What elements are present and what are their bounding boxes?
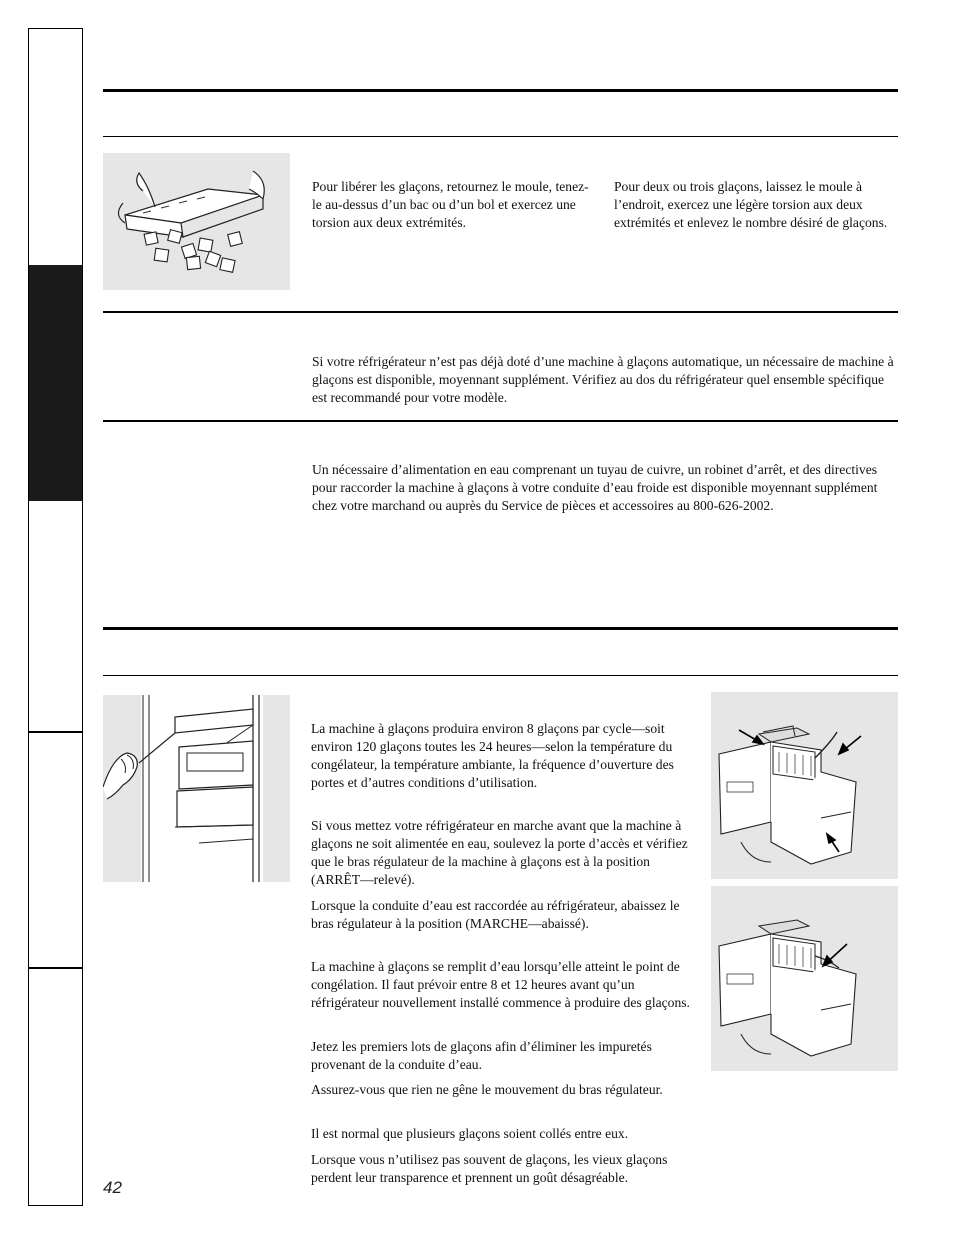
icemaker-arm-down-illustration — [711, 886, 898, 1071]
icemaker-paragraph-3: Lorsque la conduite d’eau est raccordée au réfrigérateur, abaissez le bras régulateur à la position (MARCHE—abaissé). — [311, 898, 680, 931]
sidebar-tab-4[interactable] — [29, 733, 82, 969]
sidebar-tab-2-active[interactable] — [29, 265, 82, 501]
section-rule-kit — [103, 311, 898, 313]
tray-release-text: Pour libérer les glaçons, retournez le moule, tenez-le au-dessus d’un bac ou d’un bol et exercez une torsion aux deux extrémités. — [312, 179, 589, 230]
sidebar-tab-1[interactable] — [29, 29, 82, 265]
icemaker-paragraph-5: Jetez les premiers lots de glaçons afin d’éliminer les impuretés provenant de la conduite d’eau. — [311, 1039, 652, 1072]
section-sidebar — [28, 28, 83, 1206]
icemaker-paragraph-8: Lorsque vous n’utilisez pas souvent de glaçons, les vieux glaçons perdent leur transparence et prennent un goût désagréable. — [311, 1152, 668, 1185]
icemaker-paragraph-4: La machine à glaçons se remplit d’eau lorsqu’elle atteint le point de congélation. Il faut prévoir entre 8 et 12 heures avant qu’un réfrigérateur nouvellement installé commence à produire des glaçons. — [311, 959, 690, 1010]
icemaker-paragraph-1: La machine à glaçons produira environ 8 glaçons par cycle—soit environ 120 glaçons toutes les 24 heures—selon la température du congélateur, la température ambiante, la fréquence d’ouverture des portes et d’autres conditions d’utilisation. — [311, 721, 674, 790]
section-rule-water — [103, 420, 898, 422]
section-rule-icemaker-heavy — [103, 627, 898, 630]
icemaker-arm-up-illustration — [711, 692, 898, 879]
section-rule-thin — [103, 136, 898, 137]
ice-tray-illustration — [103, 153, 290, 290]
tray-few-cubes-text: Pour deux ou trois glaçons, laissez le moule à l’endroit, exercez une légère torsion aux deux extrémités et enlevez le nombre désiré de glaçons. — [614, 179, 888, 230]
freezer-access-door-illustration — [103, 695, 290, 882]
sidebar-tab-5[interactable] — [29, 969, 82, 1205]
icemaker-paragraph-2: Si vous mettez votre réfrigérateur en marche avant que la machine à glaçons ne soit alimentée en eau, soulevez la porte d’accès et vérifiez que le bras régulateur de la machine à glaçons est à la position (ARRÊT—relevé). — [311, 818, 688, 887]
section-rule-icemaker-thin — [103, 675, 898, 676]
icemaker-paragraph-7: Il est normal que plusieurs glaçons soient collés entre eux. — [311, 1126, 629, 1141]
sidebar-tab-3[interactable] — [29, 501, 82, 733]
icemaker-kit-text: Si votre réfrigérateur n’est pas déjà doté d’une machine à glaçons automatique, un nécessaire de machine à glaçons est disponible, moyennant supplément. Vérifiez au dos du réfrigérateur quel ensemble spécifique est recommandé pour votre modèle. — [312, 354, 894, 405]
page-number: 42 — [103, 1178, 122, 1197]
icemaker-paragraph-6: Assurez-vous que rien ne gêne le mouvement du bras régulateur. — [311, 1082, 663, 1097]
water-supply-kit-text: Un nécessaire d’alimentation en eau comprenant un tuyau de cuivre, un robinet d’arrêt, et des directives pour raccorder la machine à glaçons à votre conduite d’eau froide est disponible moyennant supplément chez votre marchand ou auprès du Service de pièces et accessoires au 800-626-2002. — [312, 462, 878, 513]
section-rule-top-heavy — [103, 89, 898, 92]
